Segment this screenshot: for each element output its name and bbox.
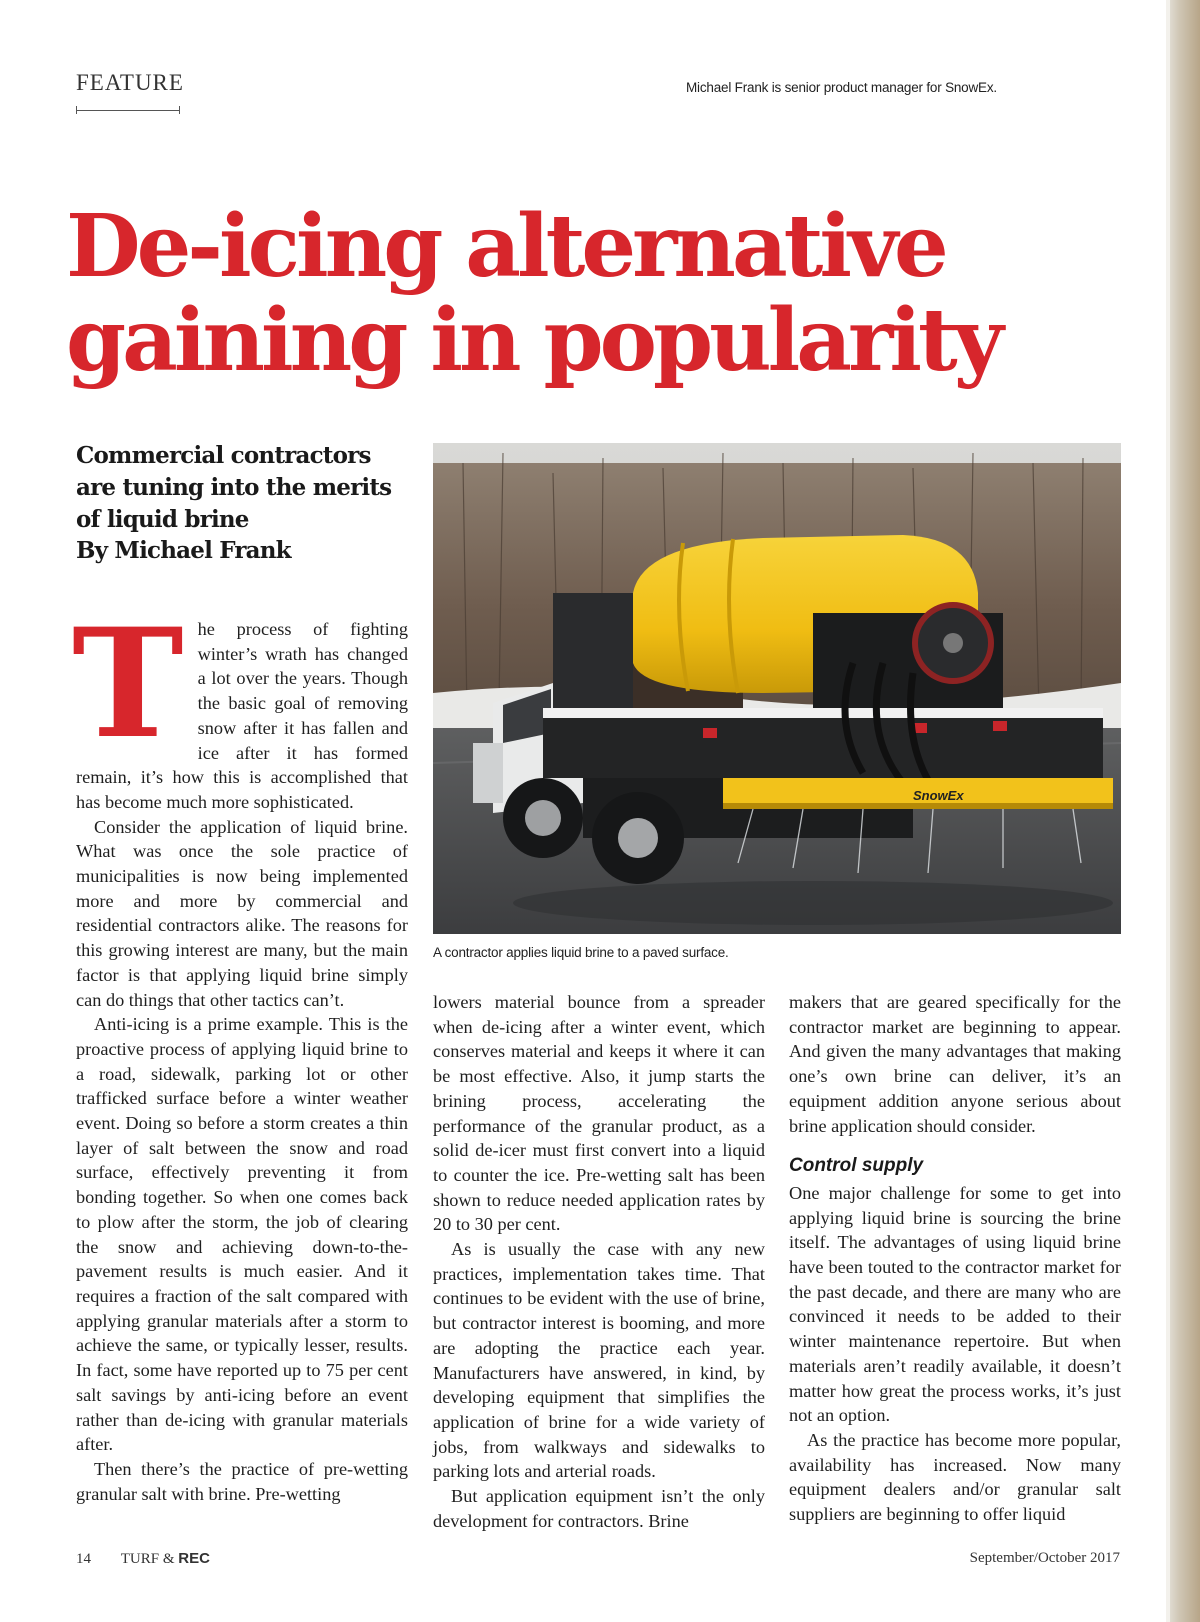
section-label: FEATURE	[76, 70, 184, 95]
body-column-2	[433, 990, 765, 1533]
page-edge-strip	[1166, 0, 1200, 1622]
paragraph: Then there’s the practice of pre-wetting granular salt with brine. Pre-wetting	[76, 1458, 408, 1504]
paragraph: he process of fighting winter’s wrath has changed a lot over the years. Though the basic goal of removing snow after it has fallen and ice after it has formed remain, it’s how this is accomplished that has become much more sophisticated.	[76, 619, 408, 812]
body-column-3	[789, 990, 1121, 1527]
page-footer-left	[76, 1550, 210, 1568]
truck-photo-illustration	[433, 443, 1121, 934]
paragraph: makers that are geared specifically for the contractor market are beginning to appear. And given the many advantages that making one’s own brine can deliver, it’s an equipment addition anyone serious about brine application should consider.	[789, 992, 1121, 1136]
page-number: 14	[76, 1551, 91, 1567]
byline: By Michael Frank	[76, 537, 291, 564]
paragraph: As is usually the case with any new practices, implementation takes time. That continues to be evident with the use of brine, but contractor interest is booming, and more are adopting the practice each year. Manufacturers have answered, in kind, by developing equipment that simplifies the application of brine for a wide variety of jobs, from walkways and sidewalks to parking lots and arterial roads.	[433, 1239, 765, 1482]
headline-line-1: De-icing alternative	[66, 196, 945, 297]
subhead-control-supply: Control supply	[789, 1155, 924, 1177]
paragraph: Anti-icing is a prime example. This is the proactive process of applying liquid brine to a road, sidewalk, parking lot or other trafficked surface before a winter weather event. Doing so before a storm creates a thin layer of salt between the snow and road surface, effectively preventing it from bonding together. So when one comes back to plow after the storm, the job of clearing the snow and achieving down-to-the-pavement results is much easier. And it requires a fraction of the salt compared with applying granular materials after a storm to achieve the same, or typically lesser, results. In fact, some have reported up to 75 per cent salt savings by anti-icing before an event rather than de-icing with granular materials after.	[76, 1014, 408, 1455]
author-note: Michael Frank is senior product manager for SnowEx.	[686, 80, 997, 95]
photo-caption: A contractor applies liquid brine to a paved surface.	[433, 945, 729, 960]
paragraph: As the practice has become more popular, availability has increased. Now many equipment dealers and/or granular salt suppliers are beginning to offer liquid	[789, 1429, 1121, 1525]
truck-photo	[433, 443, 1121, 934]
drop-cap: T	[72, 596, 184, 772]
paragraph: lowers material bounce from a spreader when de-icing after a winter event, which conserves material and keeps it where it can be most effective. Also, it jump starts the brining process, accelerating the performance of the granular product, as a solid de-icer must first convert into a liquid to counter the ice. Pre-wetting salt has been shown to reduce needed application rates by 20 to 30 per cent.	[433, 992, 765, 1235]
headline-line-2: gaining in popularity	[66, 290, 1000, 391]
deck: Commercial contractors are tuning into the merits of liquid brine	[76, 442, 392, 533]
body-column-1	[72, 596, 408, 1506]
headline	[66, 196, 1156, 391]
paragraph: But application equipment isn’t the only development for contractors. Brine	[433, 1486, 765, 1531]
publication-name-prefix: TURF &	[120, 1551, 175, 1567]
issue-date: September/October 2017	[969, 1550, 1120, 1566]
boom-brand-text: SnowEx	[913, 788, 964, 803]
paragraph: One major challenge for some to get into applying liquid brine is sourcing the brine itself. The advantages of using liquid brine have been touted to the contractor market for the past decade, and there are many who are convinced it needs to be added to their winter maintenance repertoire. But when materials aren’t readily available, it doesn’t matter how great the process works, it’s just not an option.	[789, 1182, 1121, 1426]
publication-name-bold: REC	[178, 1550, 210, 1567]
section-rule	[76, 110, 180, 111]
paragraph: Consider the application of liquid brine. What was once the sole practice of municipalities is now being implemented more and more by commercial and residential contractors alike. The reasons for this growing interest are many, but the main factor is that applying liquid brine simply can do things that other tactics can’t.	[76, 816, 408, 1010]
